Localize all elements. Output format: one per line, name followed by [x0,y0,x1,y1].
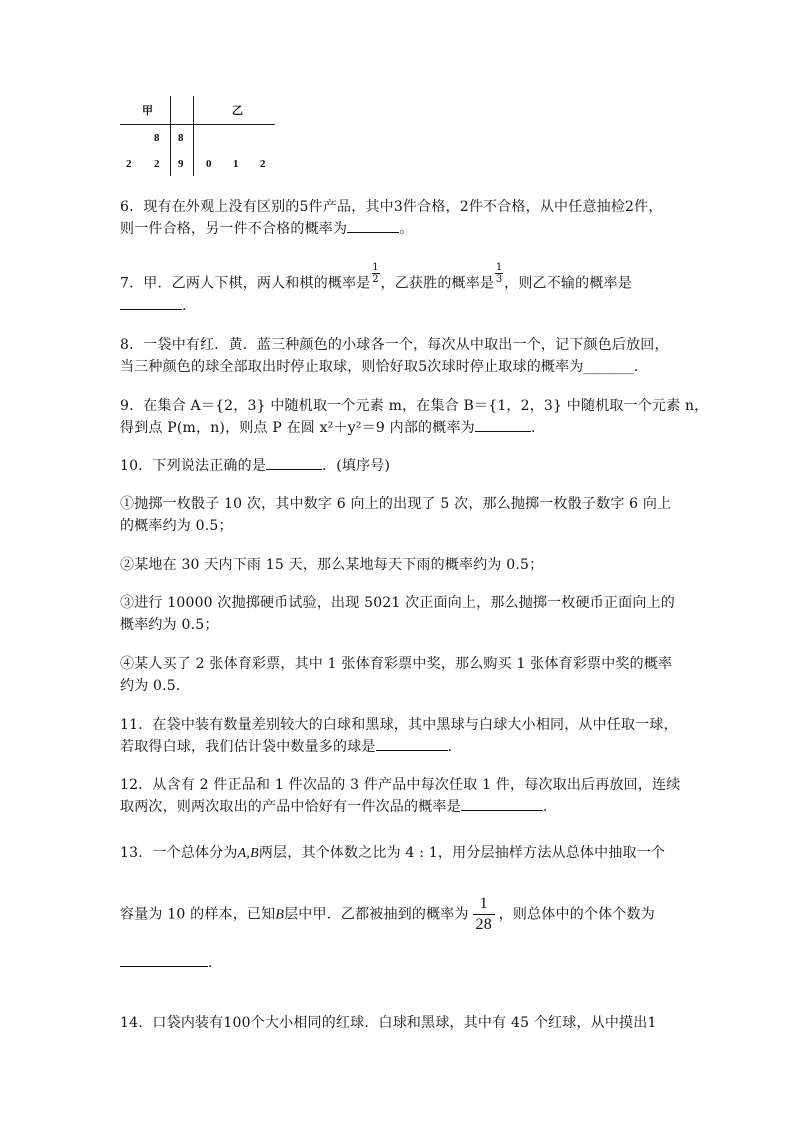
question-line: 12．从含有 2 件正品和 1 件次品的 3 件产品中每次任取 1 件，每次取出后再放回，连续 [120,777,681,793]
question-line: 则一件合格，另一件不合格的概率为 。 [120,218,663,240]
question-line: 14．口袋内装有100个大小相同的红球．白球和黑球，其中有 45 个红球，从中摸出1 [120,1015,657,1031]
question-line: 13．一个总体分为A,B两层，其个体数之比为 4 : 1，用分层抽样方法从总体中抽取一个 [120,845,666,861]
answer-blank[interactable] [475,417,531,432]
question-10 [120,455,390,477]
question-9 [120,395,708,439]
question-line: 得到点 P(m，n)，则点 P 在圆 x²＋y²＝9 内部的概率为 . [120,417,708,439]
question-line: 9．在集合 A＝{2，3} 中随机取一个元素 m，在集合 B＝{1，2，3} 中随机取一个元素 n， [120,398,709,414]
stem-value: 9 [178,158,184,170]
question-line: 若取得白球，我们估计袋中数量多的球是 ． [120,736,678,758]
statement-2 [120,554,543,576]
answer-blank[interactable] [376,736,448,751]
question-line: ④某人买了 2 张体育彩票，其中 1 张体育彩票中奖，那么购买 1 张体育彩票中奖的概率 [120,656,673,672]
answer-blank[interactable] [347,218,399,233]
question-line: 8．一袋中有红．黄．蓝三种颜色的小球各一个，每次从中取出一个，记下颜色后放回， [120,337,669,353]
header-underline [120,124,275,125]
fraction: $\frac{1}{3}$ [495,262,503,285]
question-13-line2 [120,894,655,935]
question-line: 10．下列说法正确的是 ．(填序号) [120,455,390,477]
question-8 [120,334,669,378]
leaf-right: 0 [206,158,212,170]
question-line: 取两次，则两次取出的产品中恰好有一件次品的概率是 . [120,796,680,818]
question-12 [120,774,680,818]
question-11 [120,714,678,758]
fraction: $\frac{1}{2}$ [372,262,379,285]
answer-blank[interactable] [266,455,322,470]
leaf-left: 8 [154,132,160,144]
question-line: 6．现有在外观上没有区别的5件产品，其中3件合格，2件不合格，从中任意抽检2件， [120,199,663,215]
question-line: ②某地在 30 天内下雨 15 天，那么某地每天下雨的概率约为 0.5； [120,557,544,573]
leaf-left: 2 [154,158,160,170]
statement-1 [120,493,671,537]
leaf-left: 2 [126,158,132,170]
leaf-right: 2 [260,158,266,170]
question-line: . [120,295,632,317]
question-line: ． [120,952,222,974]
question-line: 的概率约为 0.5； [120,518,233,534]
answer-blank[interactable] [120,295,182,310]
question-line: 7．甲．乙两人下棋，两人和棋的概率是 $\frac{1}{2}$ ，乙获胜的概率是 $\frac{1}{3}$ ，则乙不输的概率是 [120,262,632,292]
stem-divider-left [170,96,171,176]
question-line: 容量为 10 的样本，已知B层中甲．乙都被抽到的概率为 $\frac{1}{28}$ ，则总体中的个体个数为 [120,895,655,933]
question-line: ③进行 10000 次抛掷硬币试验，出现 5021 次正面向上，那么抛掷一枚硬币正面向上的 [120,595,675,611]
question-line: 11．在袋中装有数量差别较大的白球和黑球，其中黑球与白球大小相同，从中任取一球， [120,717,678,733]
question-line: ①抛掷一枚骰子 10 次，其中数字 6 向上的出现了 5 次，那么抛掷一枚骰子数字 6 向上 [120,496,672,512]
statement-3 [120,592,675,636]
question-line: 概率约为 0.5； [120,617,219,633]
stem-value: 8 [178,132,184,144]
answer-blank[interactable] [461,796,543,811]
fraction: $\frac{1}{28}$ [473,894,495,935]
question-7 [120,262,632,317]
stem-divider-right [193,96,194,176]
statement-4 [120,653,672,697]
question-line: 约为 0.5. [120,678,181,694]
question-13 [120,842,665,865]
answer-blank[interactable] [120,952,208,967]
question-14 [120,1012,657,1034]
question-line: 当三种颜色的球全部取出时停止取球，则恰好取5次球时停止取球的概率为_______. [120,359,639,375]
leaf-right: 1 [233,158,239,170]
question-13-line3 [120,952,222,974]
left-header: 甲 [142,105,153,117]
right-header: 乙 [232,105,243,117]
question-6 [120,196,663,240]
stem-leaf-table [120,96,280,176]
